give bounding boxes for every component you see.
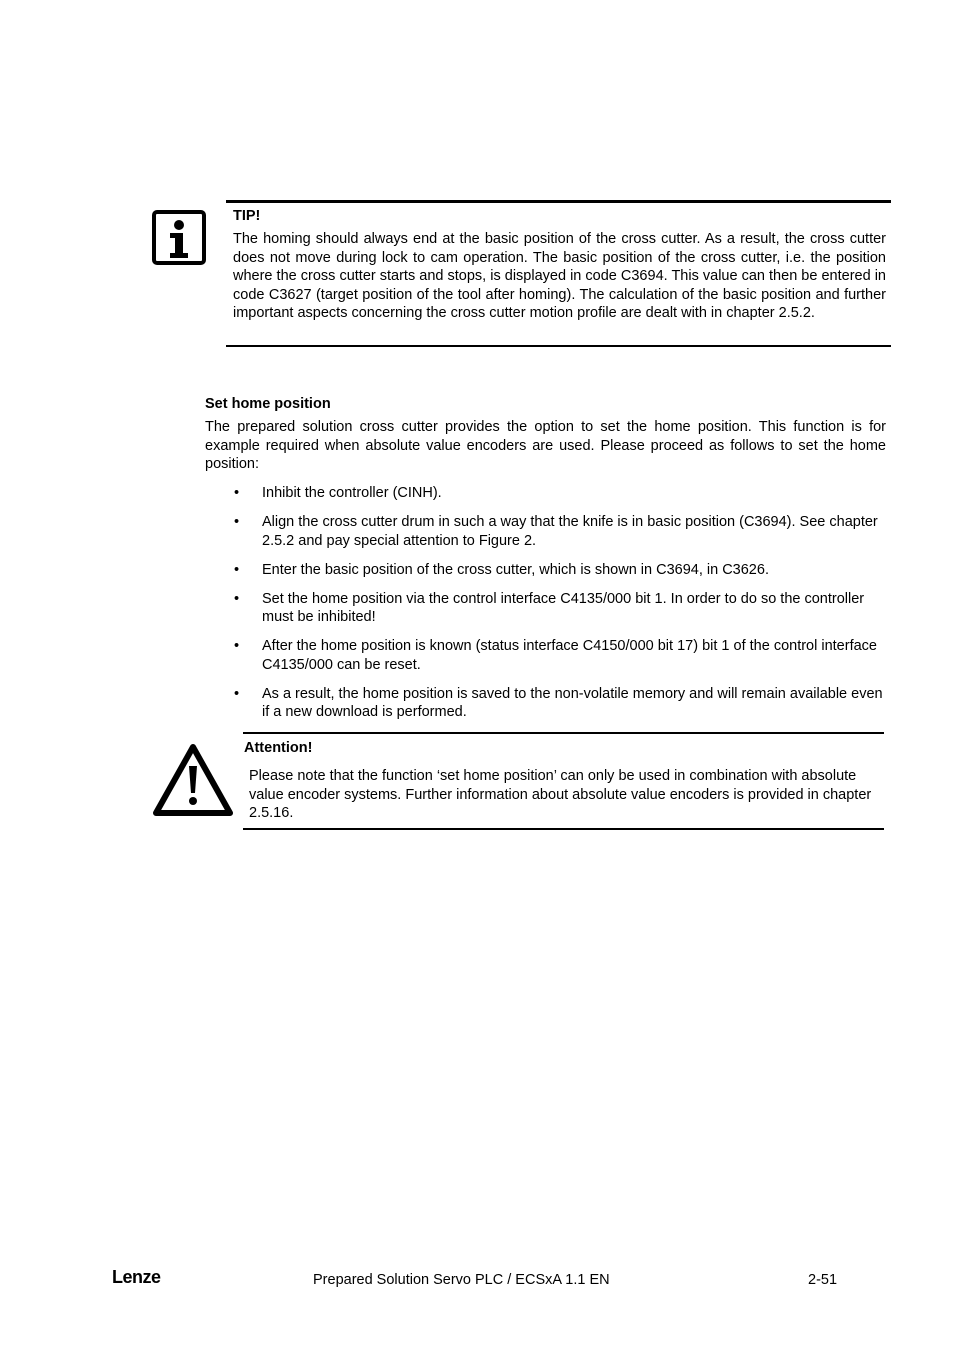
lenze-logo: Lenze [112,1267,161,1287]
list-item [233,637,893,674]
bullet-symbol: • [234,638,240,655]
list-item [233,513,893,550]
list-item-text: After the home position is known (status interface C4150/000 bit 17) bit 1 of the control interface C4135/000 can be reset. [262,638,877,673]
warning-icon [151,742,235,818]
bullet-symbol: • [234,513,240,530]
list-item [233,685,893,722]
section-intro: The prepared solution cross cutter provides the option to set the home position. This function is for example required when absolute value encoders are used. Please proceed as follows to set the home position: [205,419,886,473]
bullet-symbol: • [234,590,240,607]
list-item-text: Inhibit the controller (CINH). [262,485,442,501]
bullet-symbol: • [234,685,240,702]
tip-text: The homing should always end at the basic position of the cross cutter. As a result, the cross cutter does not move during lock to cam operation. The basic position of the cross cutter, i.e. the position where the cross cutter starts and stops, is displayed in code C3694. This value can then be entered in code C3627 (target position of the tool after homing). The calculation of the basic position and further important aspects concerning the cross cutter motion profile are dealt with in chapter 2.5.2. [233,231,886,322]
bullet-list [233,484,893,732]
bullet-symbol: • [234,485,240,501]
list-item-text: Set the home position via the control interface C4135/000 bit 1. In order to do so the controller must be inhibited! [262,590,865,626]
list-item [233,561,893,580]
list-item-text: Enter the basic position of the cross cutter, which is shown in C3694, in C3626. [262,561,769,578]
page-number: 2-51 [808,1272,838,1288]
list-item [233,484,893,503]
section-title: Set home position [205,396,331,412]
list-item [233,590,893,627]
footer-document-title: Prepared Solution Servo PLC / ECSxA 1.1 EN [313,1272,610,1288]
info-icon [152,210,206,265]
tip-title: TIP! [233,208,261,224]
attention-title: Attention! [244,740,313,756]
bullet-symbol: • [234,561,240,578]
attention-text: Please note that the function ‘set home position’ can only be used in combination with absolute value encoder systems. Further information about absolute value encoders is provided in chapter 2.5.16. [249,768,872,822]
list-item-text: As a result, the home position is saved to the non-volatile memory and will remain available even if a new download is performed. [262,685,883,721]
list-item-text: Align the cross cutter drum in such a way that the knife is in basic position (C3694). See chapter 2.5.2 and pay special attention to Figure 2. [262,513,878,549]
